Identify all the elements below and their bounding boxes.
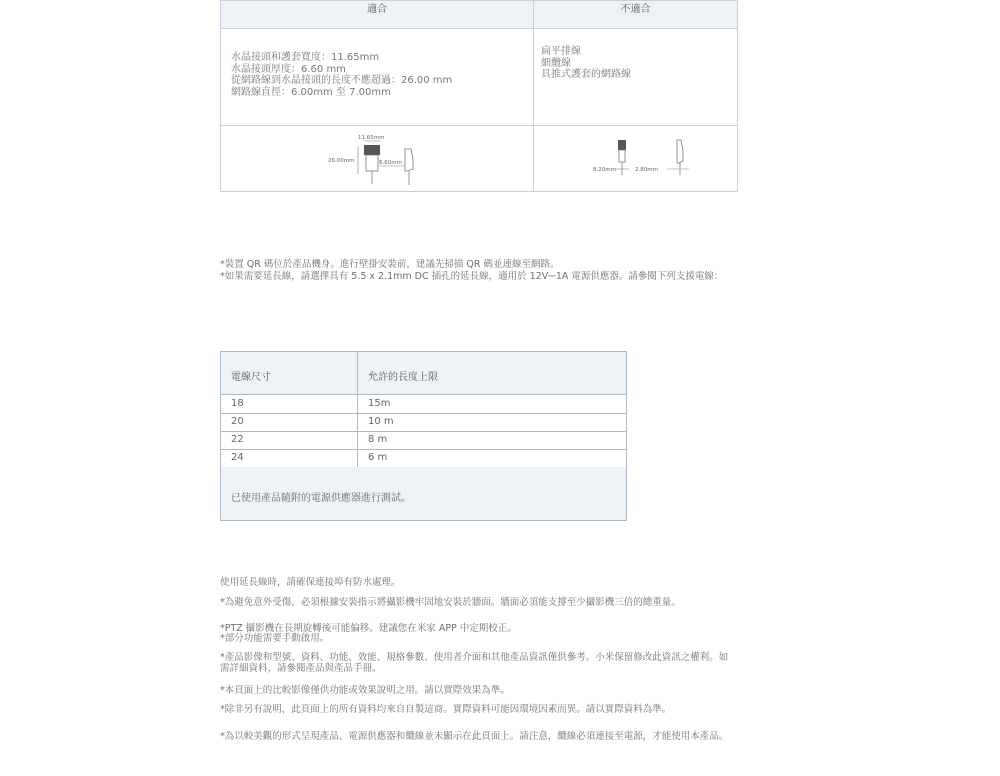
waterproof-note: 使用延長線時，請確保連接埠有防水處理。 xyxy=(220,577,401,588)
extension-note: *如果需要延長線，請選擇具有 5.5 x 2.1mm DC 插孔的延長線，適用於 12V⎓1A 電源供應器。請參閱下列支援電線： xyxy=(220,271,724,282)
unsuitable-list xyxy=(541,46,631,81)
spec-item: 水晶接頭和護套寬度：11.65mm xyxy=(231,52,380,63)
suitable-connector-diagram xyxy=(321,129,431,191)
spec-item: 網路線直徑：6.00mm 至 7.00mm xyxy=(231,86,391,98)
cable-table-footer xyxy=(221,467,626,520)
qr-note: *裝置 QR 碼位於產品機身。進行壁掛安裝前，建議先掃描 QR 碼並連線至網路。 xyxy=(220,259,560,270)
ptz-note: *PTZ 攝影機在長期旋轉後可能偏移。建議您在米家 APP 中定期校正。 xyxy=(220,623,517,634)
disclaimer-note-line1: *產品影像和型號、資料、功能、效能、規格參數、使用者介面和其他產品資訊僅供參考。小米保留修改此資訊之權利。如 xyxy=(220,652,729,663)
label-a: 8.20mm xyxy=(593,167,616,173)
label-b: 2.80mm xyxy=(635,167,658,173)
column-divider xyxy=(533,1,534,191)
spec-item: 水晶接頭厚度：6.60 mm xyxy=(231,63,346,75)
length-label: 26.00mm xyxy=(328,158,355,164)
table-row xyxy=(221,395,626,414)
wire-size-cell: 24 xyxy=(231,452,244,463)
manual-enable-note: *部分功能需要手動啟用。 xyxy=(220,633,330,644)
connector-head-icon xyxy=(364,145,380,155)
unsuitable-item: 具推式護套的網路線 xyxy=(541,69,631,80)
disclaimer-note-line2: 需詳細資料，請參閱產品與產品手冊。 xyxy=(220,663,382,674)
width-label: 11.65mm xyxy=(358,135,385,141)
flat-connector-icon xyxy=(618,140,626,150)
max-length-cell: 6 m xyxy=(368,452,388,463)
unsuitable-item: 扁平排線 xyxy=(541,46,581,57)
thin-connector-icon xyxy=(677,140,683,163)
col-wire-size-header: 電線尺寸 xyxy=(231,372,271,383)
max-length-cell: 15m xyxy=(368,398,391,409)
cable-length-table xyxy=(220,351,627,521)
col-max-length-header: 允許的長度上限 xyxy=(368,372,438,383)
unsuitable-item: 細纜線 xyxy=(541,57,571,69)
max-length-cell: 10 m xyxy=(368,416,394,427)
unsuitable-header: 不適合 xyxy=(534,1,737,29)
mounting-note: *為避免意外受傷，必須根據安裝指示將攝影機牢固地安裝於牆面。牆面必須能支撐至少攝影機三倍的總重量。 xyxy=(220,597,681,608)
connector-side-icon xyxy=(405,149,413,171)
row-divider xyxy=(221,125,737,126)
wire-size-cell: 20 xyxy=(231,416,244,427)
spec-item: 從網路線到水晶接頭的長度不應超過：26.00 mm xyxy=(231,75,453,86)
data-source-note: *除非另有說明，此頁面上的所有資料均來自自製迼商。實際資料可能因環境因素而異。請以實際資料為準。 xyxy=(220,704,672,715)
suitable-spec-list xyxy=(231,52,452,98)
comparison-note: *本頁面上的比較影像僅供功能或效果說明之用。請以實際效果為準。 xyxy=(220,685,510,696)
power-cable-note: *為以較美觀的形式呈現產品、電源供應器和纜線並未顯示在此頁面上。請注意，纜線必須連接至電源，才能使用本產品。 xyxy=(220,731,729,742)
wire-size-cell: 22 xyxy=(231,434,244,445)
table-row xyxy=(221,431,626,450)
suitable-header: 適合 xyxy=(221,1,533,29)
tested-note: 已使用產品隨附的電源供應器進行測試。 xyxy=(231,493,411,504)
connector-body-icon xyxy=(366,155,378,171)
table-row xyxy=(221,449,626,467)
table-row xyxy=(221,413,626,432)
compatibility-table xyxy=(220,0,738,192)
cable-table-header xyxy=(221,352,626,395)
max-length-cell: 8 m xyxy=(368,434,388,445)
unsuitable-connector-diagram xyxy=(591,135,701,185)
thickness-label: 6.60mm xyxy=(379,160,402,166)
wire-size-cell: 18 xyxy=(231,398,244,409)
